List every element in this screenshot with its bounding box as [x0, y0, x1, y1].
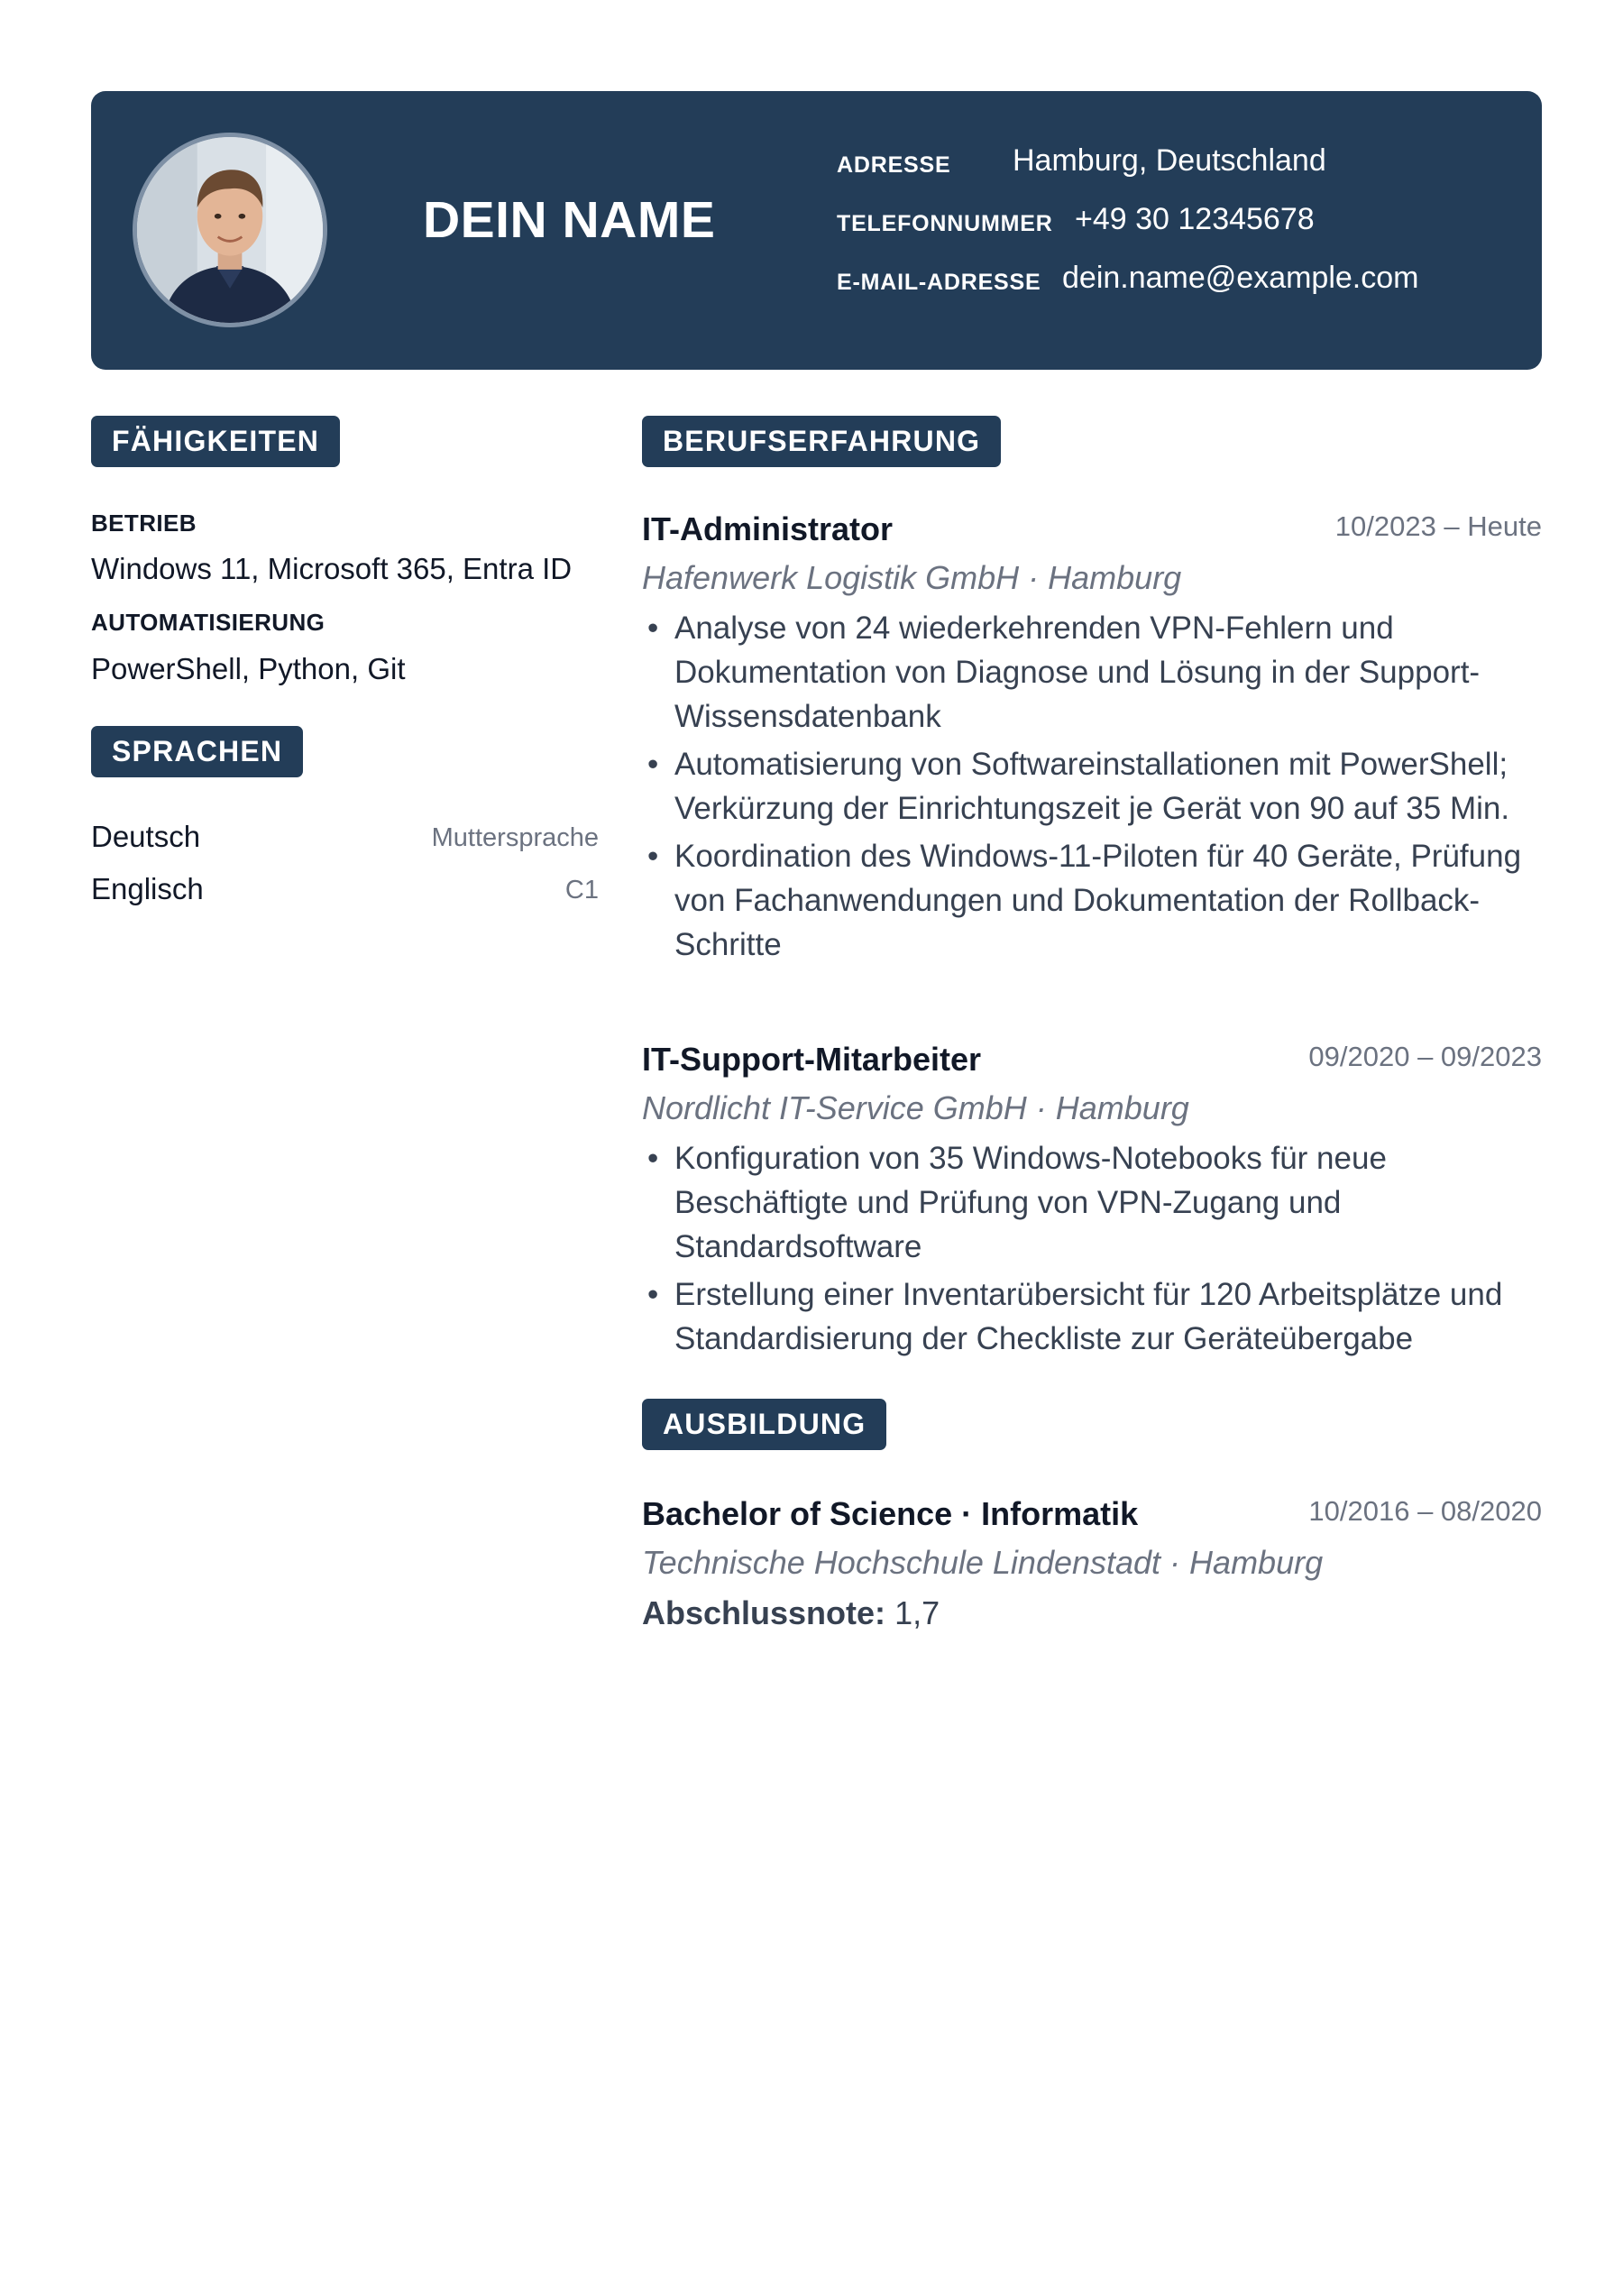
education-heading: AUSBILDUNG	[642, 1399, 886, 1450]
skill-group-value: Windows 11, Microsoft 365, Entra ID	[91, 552, 573, 585]
skill-group-operations-value	[91, 552, 599, 586]
job-bullet: • Analyse von 24 wiederkehrenden VPN-Fehlern und Dokumentation von Diagnose und Lösung in der Support-Wissensdatenbank	[642, 606, 1542, 739]
experience-heading: BERUFSERFAHRUNG	[642, 416, 1001, 467]
school-name: Technische Hochschule Lindenstadt · Hamburg	[642, 1544, 1324, 1581]
language-row	[91, 820, 599, 863]
grade-label: Abschlussnote:	[642, 1594, 886, 1631]
job-bullet: • Konfiguration von 35 Windows-Notebooks für neue Beschäftigte und Prüfung von VPN-Zugang und Standardsoftware	[642, 1136, 1542, 1269]
language-name: Englisch	[91, 872, 204, 905]
job-bullet: • Erstellung einer Inventarübersicht für 120 Arbeitsplätze und Standardisierung der Checkliste zur Geräteübergabe	[642, 1272, 1542, 1361]
job-dates: 09/2020 – 09/2023	[1308, 1041, 1542, 1072]
education-entry	[642, 1490, 1542, 1643]
candidate-name: DEIN NAME	[423, 191, 716, 249]
language-level: Muttersprache	[431, 823, 599, 852]
language-row	[91, 872, 599, 915]
header-banner	[91, 91, 1542, 370]
job-dates: 10/2023 – Heute	[1334, 510, 1542, 542]
job-title: IT-Support-Mitarbeiter	[642, 1041, 981, 1078]
phone-value: +49 30 12345678	[1075, 202, 1315, 236]
job-title: IT-Administrator	[642, 510, 894, 547]
skill-group-automation-value	[91, 652, 599, 686]
skill-group-label: AUTOMATISIERUNG	[91, 609, 326, 636]
job-bullet: • Koordination des Windows-11-Piloten für 40 Geräte, Prüfung von Fachanwendungen und Dokumentation der Rollback-Schritte	[642, 834, 1542, 967]
education-dates: 10/2016 – 08/2020	[1308, 1495, 1542, 1527]
skill-group-value: PowerShell, Python, Git	[91, 652, 406, 685]
degree-title: Bachelor of Science · Informatik	[642, 1495, 1139, 1532]
job-bullets	[642, 606, 1542, 970]
grade-value: 1,7	[894, 1594, 940, 1631]
email-value: dein.name@example.com	[1062, 261, 1419, 295]
skills-heading: FÄHIGKEITEN	[91, 416, 340, 467]
skill-group-automation	[91, 609, 599, 637]
job-entry	[642, 1035, 1542, 1369]
address-value: Hamburg, Deutschland	[1013, 143, 1326, 178]
final-grade	[642, 1594, 940, 1632]
profile-photo	[133, 133, 327, 327]
job-entry	[642, 505, 1542, 1010]
email-label: E-MAIL-ADRESSE	[837, 270, 1041, 295]
job-bullet: • Automatisierung von Softwareinstallationen mit PowerShell; Verkürzung der Einrichtungszeit je Gerät von 90 auf 35 Min.	[642, 742, 1542, 831]
job-bullets	[642, 1136, 1542, 1364]
language-level: C1	[564, 876, 599, 905]
phone-label: TELEFONNUMMER	[837, 211, 1053, 236]
skill-group-operations	[91, 510, 599, 537]
skill-group-label: BETRIEB	[91, 510, 197, 537]
language-name: Deutsch	[91, 820, 201, 853]
languages-heading: SPRACHEN	[91, 726, 303, 777]
person-portrait-icon	[137, 137, 323, 323]
job-company: Hafenwerk Logistik GmbH · Hamburg	[642, 559, 1182, 596]
address-label: ADRESSE	[837, 152, 951, 178]
job-company: Nordlicht IT-Service GmbH · Hamburg	[642, 1089, 1189, 1126]
